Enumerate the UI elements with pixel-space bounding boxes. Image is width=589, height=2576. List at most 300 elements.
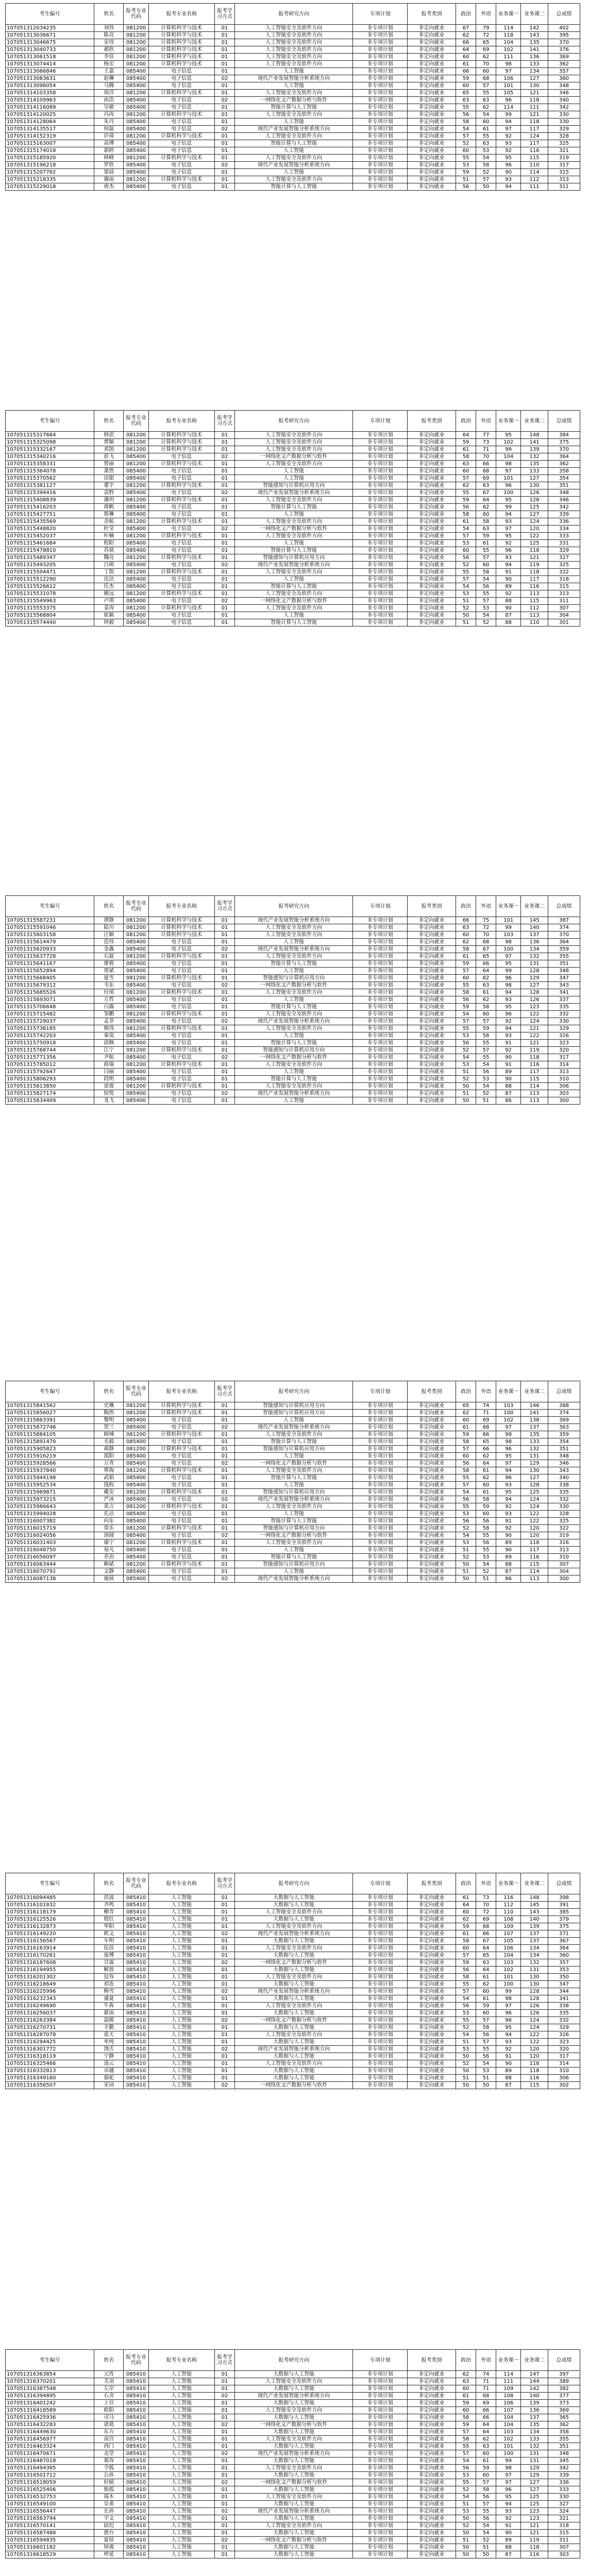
column-header: 报考研究方向 — [235, 4, 353, 25]
table-cell: 66 — [456, 39, 476, 46]
table-cell: 51 — [456, 1547, 476, 1554]
table-cell: 085410 — [124, 2443, 148, 2450]
table-row — [6, 2465, 580, 2472]
table-cell: 59 — [476, 1025, 496, 1032]
table-cell: 100 — [496, 1981, 521, 1988]
table-row — [6, 2494, 580, 2501]
table-cell: 非专项计划 — [353, 2385, 408, 2393]
table-cell: 大数据与人工智能 — [235, 2443, 353, 2450]
table-cell: 107051315325098 — [6, 439, 94, 446]
table-cell: 非定向就业 — [408, 2031, 456, 2039]
table-cell: 333 — [548, 533, 580, 540]
table-cell: 02 — [215, 526, 235, 533]
table-cell: 085400 — [124, 619, 148, 626]
table-cell: 非专项计划 — [353, 162, 408, 169]
table-cell: 非定向就业 — [408, 2479, 456, 2486]
table-cell: 非专项计划 — [353, 1097, 408, 1105]
column-header: 报考类别 — [408, 1873, 456, 1894]
table-cell: 人工智能安全及软件方向 — [235, 39, 353, 46]
table-cell: 70 — [476, 1902, 496, 1909]
table-cell: 60 — [476, 2450, 496, 2458]
table-cell: 58 — [476, 1004, 496, 1011]
table-cell: 非专项计划 — [353, 1916, 408, 1923]
table-row — [6, 612, 580, 619]
table-cell: 50 — [456, 2515, 476, 2522]
table-cell: 89 — [496, 2067, 521, 2075]
table-cell: 145 — [521, 1902, 548, 1909]
table-cell: 康宁 — [94, 1539, 124, 1547]
table-cell: 56 — [476, 583, 496, 590]
table-cell: 电子信息 — [148, 183, 214, 191]
table-cell: 59 — [456, 1923, 476, 1930]
table-cell: 宋词 — [94, 2082, 124, 2089]
table-cell: 计算机科学与技术 — [148, 569, 214, 576]
table-cell: 369 — [548, 54, 580, 61]
table-row — [6, 155, 580, 162]
table-cell: 58 — [476, 2486, 496, 2494]
table-cell: 大数据与人工智能 — [235, 2486, 353, 2494]
table-cell: 人工智能 — [235, 576, 353, 583]
table-row — [6, 1923, 580, 1930]
table-cell: 现代产业发展智能分析系统方向 — [235, 1018, 353, 1025]
table-cell: 348 — [548, 82, 580, 90]
table-cell: 52 — [476, 1568, 496, 1575]
table-cell: 72 — [476, 32, 496, 39]
table-cell: 50 — [456, 2067, 476, 2075]
table-cell: 54 — [456, 2458, 476, 2465]
table-cell: 智能计算与人工智能 — [235, 547, 353, 554]
table-cell: 120 — [521, 2046, 548, 2053]
table-cell: 89 — [496, 2537, 521, 2544]
table-cell: 非定向就业 — [408, 2537, 456, 2544]
table-cell: 55 — [456, 489, 476, 497]
table-cell: 大数据与人工智能 — [235, 1938, 353, 1945]
table-cell: 01 — [215, 32, 235, 39]
table-cell: 非定向就业 — [408, 1930, 456, 1938]
table-cell: 人工智能 — [235, 68, 353, 75]
table-row — [6, 82, 580, 90]
table-cell: 非专项计划 — [353, 2060, 408, 2067]
table-cell: 计算机科学与技术 — [148, 1503, 214, 1511]
table-cell: 56 — [456, 2003, 476, 2010]
table-cell: 107051315944198 — [6, 1475, 94, 1482]
table-cell: 非专项计划 — [353, 2075, 408, 2082]
table-cell: 99 — [496, 504, 521, 511]
table-cell: 01 — [215, 1438, 235, 1446]
table-cell: 63 — [476, 97, 496, 104]
table-cell: 大数据与人工智能 — [235, 1952, 353, 1959]
table-cell: 085400 — [124, 1547, 148, 1554]
table-cell: 114 — [521, 1568, 548, 1575]
table-cell: 人工智能 — [148, 2371, 214, 2378]
table-cell: 欧阳 — [94, 2407, 124, 2414]
table-row — [6, 2046, 580, 2053]
table-cell: 107051316449630 — [6, 2429, 94, 2436]
score-table — [5, 895, 580, 1105]
table-cell: 计算机科学与技术 — [148, 446, 214, 453]
table-cell: 庞博 — [94, 1952, 124, 1959]
table-cell: 智能感知与计算机应用方向 — [235, 975, 353, 982]
table-cell: 54 — [476, 111, 496, 118]
column-header: 总成绩 — [548, 896, 580, 917]
table-cell: 江宁 — [94, 1047, 124, 1054]
table-cell: 01 — [215, 1995, 235, 2003]
table-cell: 非专项计划 — [353, 111, 408, 118]
table-cell: 63 — [456, 97, 476, 104]
table-cell: 113 — [521, 1090, 548, 1097]
table-cell: 62 — [476, 2436, 496, 2443]
table-cell: 402 — [548, 25, 580, 32]
table-cell: 93 — [496, 518, 521, 526]
table-cell: 64 — [476, 1945, 496, 1952]
table-cell: 107051315771356 — [6, 1054, 94, 1061]
table-cell: 现代产业发展智能分析系统方向 — [235, 1496, 353, 1503]
table-cell: 94 — [496, 183, 521, 191]
table-cell: 非定向就业 — [408, 82, 456, 90]
column-header: 专项计划 — [353, 4, 408, 25]
table-cell: 085400 — [124, 1460, 148, 1467]
table-cell: 非定向就业 — [408, 155, 456, 162]
table-cell: 085410 — [124, 1959, 148, 1967]
table-cell: 计算机科学与技术 — [148, 953, 214, 960]
table-cell: 非专项计划 — [353, 104, 408, 111]
table-cell: 电子信息 — [148, 619, 214, 626]
table-cell: 109 — [496, 1923, 521, 1930]
table-cell: 113 — [521, 1097, 548, 1105]
table-cell: 01 — [215, 118, 235, 126]
column-header: 姓名 — [94, 411, 124, 432]
table-cell: 304 — [548, 612, 580, 619]
table-cell: 非专项计划 — [353, 975, 408, 982]
column-header: 专项计划 — [353, 896, 408, 917]
table-row — [6, 1554, 580, 1561]
table-cell: 一网络化文产数据分析与软件 — [235, 526, 353, 533]
table-cell: 马腾 — [94, 82, 124, 90]
table-cell: 人工智能安全及软件方向 — [235, 1025, 353, 1032]
table-cell: 01 — [215, 576, 235, 583]
table-cell: 107051316418589 — [6, 2407, 94, 2414]
table-cell: 人工智能安全及软件方向 — [235, 2522, 353, 2530]
table-cell: 62 — [476, 104, 496, 111]
table-cell: 01 — [215, 917, 235, 924]
column-header: 业务课一 — [496, 411, 521, 432]
table-cell: 现代产业发展智能分析系统方向 — [235, 917, 353, 924]
table-cell: 94 — [496, 562, 521, 569]
table-cell: 72 — [476, 924, 496, 931]
table-cell: 01 — [215, 1902, 235, 1909]
table-cell: 085410 — [124, 2024, 148, 2031]
table-cell: 92 — [496, 2046, 521, 2053]
table-row — [6, 2385, 580, 2393]
table-cell: 343 — [548, 1467, 580, 1475]
table-cell: 非专项计划 — [353, 126, 408, 133]
table-cell: 337 — [548, 996, 580, 1004]
table-cell: 非专项计划 — [353, 68, 408, 75]
table-cell: 128 — [521, 1995, 548, 2003]
table-cell: 人工智能安全及软件方向 — [235, 924, 353, 931]
table-cell: 108 — [496, 1916, 521, 1923]
column-header: 政治 — [456, 896, 476, 917]
table-cell: 人工智能 — [148, 2067, 214, 2075]
table-cell: 121 — [521, 90, 548, 97]
table-row — [6, 1959, 580, 1967]
table-cell: 92 — [496, 1503, 521, 1511]
table-cell: 107051315872746 — [6, 1424, 94, 1431]
table-cell: 92 — [496, 1047, 521, 1054]
table-cell: 107051316125526 — [6, 1916, 94, 1923]
table-cell: 124 — [521, 1503, 548, 1511]
table-cell: 117 — [521, 576, 548, 583]
table-cell: 081200 — [124, 554, 148, 562]
table-cell: 61 — [456, 61, 476, 68]
table-cell: 98 — [496, 461, 521, 468]
table-cell: 01 — [215, 82, 235, 90]
table-cell: 128 — [521, 989, 548, 996]
table-cell: 100 — [496, 946, 521, 953]
table-cell: 非定向就业 — [408, 2371, 456, 2378]
table-cell: 374 — [548, 924, 580, 931]
table-cell: 非专项计划 — [353, 2378, 408, 2385]
table-cell: 68 — [476, 2393, 496, 2400]
table-row — [6, 1417, 580, 1424]
table-cell: 376 — [548, 46, 580, 54]
table-cell: 081200 — [124, 446, 148, 453]
table-cell: 非专项计划 — [353, 1561, 408, 1568]
table-row — [6, 583, 580, 590]
table-cell: 骆驼 — [94, 2075, 124, 2082]
table-cell: 非定向就业 — [408, 446, 456, 453]
table-cell: 081200 — [124, 461, 148, 468]
table-cell: 136 — [521, 939, 548, 946]
table-cell: 313 — [548, 590, 580, 598]
table-cell: 313 — [548, 1547, 580, 1554]
table-cell: 陆川 — [94, 924, 124, 931]
table-cell: 107051315478810 — [6, 547, 94, 554]
table-cell: 54 — [476, 1083, 496, 1090]
table-cell: 322 — [548, 569, 580, 576]
table-cell: 电子信息 — [148, 169, 214, 176]
table-cell: 02 — [215, 1090, 235, 1097]
table-cell: 135 — [521, 1431, 548, 1438]
table-cell: 武娟 — [94, 1475, 124, 1482]
table-cell: 329 — [548, 547, 580, 554]
table-cell: 01 — [215, 1489, 235, 1496]
table-cell: 107051315229018 — [6, 183, 94, 191]
table-cell: 非定向就业 — [408, 989, 456, 996]
table-cell: 非专项计划 — [353, 1959, 408, 1967]
table-row — [6, 46, 580, 54]
table-row — [6, 439, 580, 446]
table-cell: 非定向就业 — [408, 975, 456, 982]
table-cell: 60 — [476, 1011, 496, 1018]
table-cell: 085400 — [124, 82, 148, 90]
table-cell: 大数据与人工智能 — [235, 2544, 353, 2551]
table-cell: 非专项计划 — [353, 1995, 408, 2003]
score-table — [5, 2349, 580, 2558]
table-cell: 085400 — [124, 97, 148, 104]
table-cell: 非专项计划 — [353, 2082, 408, 2089]
table-cell: 非定向就业 — [408, 2053, 456, 2060]
table-cell: 非定向就业 — [408, 2551, 456, 2558]
table-cell: 非定向就业 — [408, 2429, 456, 2436]
table-cell: 124 — [521, 1496, 548, 1503]
table-cell: 智能计算与人工智能 — [235, 1518, 353, 1525]
column-header: 报考类别 — [408, 2350, 456, 2371]
table-cell: 大数据与人工智能 — [235, 1967, 353, 1974]
table-cell: 085410 — [124, 1945, 148, 1952]
table-cell: 55 — [456, 1981, 476, 1988]
table-cell: 085410 — [124, 2494, 148, 2501]
column-header: 姓名 — [94, 896, 124, 917]
table-cell: 61 — [456, 1930, 476, 1938]
table-row — [6, 2053, 580, 2060]
table-cell: 50 — [456, 1561, 476, 1568]
table-row — [6, 118, 580, 126]
table-cell: 非专项计划 — [353, 989, 408, 996]
table-cell: 307 — [548, 2544, 580, 2551]
table-cell: 116 — [521, 2075, 548, 2082]
table-cell: 01 — [215, 931, 235, 939]
table-cell: 315 — [548, 583, 580, 590]
table-cell: 非专项计划 — [353, 605, 408, 612]
table-cell: 非定向就业 — [408, 1438, 456, 1446]
table-cell: 非专项计划 — [353, 1539, 408, 1547]
table-cell: 人工智能 — [235, 968, 353, 975]
table-cell: 计算机科学与技术 — [148, 605, 214, 612]
table-cell: 01 — [215, 2551, 235, 2558]
table-cell: 085410 — [124, 2060, 148, 2067]
table-cell: 085410 — [124, 2400, 148, 2407]
table-cell: 韩思 — [94, 432, 124, 439]
table-cell: 301 — [548, 619, 580, 626]
table-cell: 107051316024056 — [6, 1532, 94, 1539]
table-cell: 125 — [521, 1489, 548, 1496]
table-cell: 344 — [548, 1988, 580, 1995]
table-cell: 孙浩 — [94, 97, 124, 104]
table-cell: 107051316325466 — [6, 2060, 94, 2067]
table-cell: 非专项计划 — [353, 1402, 408, 1410]
column-header: 业务课一 — [496, 2350, 521, 2371]
table-cell: 397 — [548, 2371, 580, 2378]
table-cell: 56 — [456, 2465, 476, 2472]
table-cell: 95 — [496, 432, 521, 439]
table-cell: 53 — [456, 540, 476, 547]
table-cell: 智能计算与人工智能 — [235, 1076, 353, 1083]
table-cell: 081200 — [124, 1489, 148, 1496]
table-cell: 132 — [521, 953, 548, 960]
table-cell: 57 — [456, 133, 476, 140]
table-cell: 非定向就业 — [408, 162, 456, 169]
column-header: 姓名 — [94, 1873, 124, 1894]
table-cell: 56 — [456, 1460, 476, 1467]
table-cell: 085400 — [124, 1090, 148, 1097]
column-header: 业务课二 — [521, 411, 548, 432]
table-cell: 祁连 — [94, 1981, 124, 1988]
table-cell: 方哲 — [94, 996, 124, 1004]
table-cell: 人工智能安全及软件方向 — [235, 461, 353, 468]
table-cell: 非专项计划 — [353, 2508, 408, 2515]
table-cell: 331 — [548, 540, 580, 547]
table-cell: 58 — [456, 453, 476, 461]
table-cell: 55 — [476, 1532, 496, 1539]
table-cell: 91 — [496, 2053, 521, 2060]
table-cell: 非定向就业 — [408, 97, 456, 104]
table-cell: 人工智能安全及软件方向 — [235, 518, 353, 526]
table-cell: 330 — [548, 1503, 580, 1511]
table-row — [6, 1097, 580, 1105]
table-cell: 郭婷 — [94, 147, 124, 155]
table-cell: 非专项计划 — [353, 61, 408, 68]
table-cell: 现代产业发展智能分析系统方向 — [235, 489, 353, 497]
table-cell: 01 — [215, 547, 235, 554]
table-cell: 01 — [215, 2075, 235, 2082]
table-cell: 智能感知与计算机应用方向 — [235, 1446, 353, 1453]
table-cell: 116 — [521, 147, 548, 155]
table-row — [6, 939, 580, 946]
table-cell: 一网络化文产数据分析与软件 — [235, 598, 353, 605]
table-cell: 310 — [548, 1076, 580, 1083]
table-cell: 非专项计划 — [353, 982, 408, 989]
table-cell: 362 — [548, 2421, 580, 2429]
table-cell: 367 — [548, 1938, 580, 1945]
table-cell: 085400 — [124, 540, 148, 547]
table-cell: 车明 — [94, 1938, 124, 1945]
table-row — [6, 39, 580, 46]
table-cell: 59 — [456, 1959, 476, 1967]
table-cell: 华阳 — [94, 1923, 124, 1930]
column-header: 报考研究方向 — [235, 896, 353, 917]
table-cell: 人工智能 — [148, 1916, 214, 1923]
table-cell: 02 — [215, 1988, 235, 1995]
table-cell: 101 — [496, 917, 521, 924]
table-cell: 非定向就业 — [408, 1568, 456, 1575]
table-cell: 69 — [476, 2400, 496, 2407]
column-header: 报考专业代码 — [124, 4, 148, 25]
table-cell: 102 — [496, 46, 521, 54]
table-cell: 125 — [521, 2501, 548, 2508]
table-cell: 52 — [456, 1047, 476, 1054]
table-cell: 106 — [496, 2400, 521, 2407]
table-cell: 人工智能安全及软件方向 — [235, 176, 353, 183]
table-cell: 智能感知与计算机应用方向 — [235, 1525, 353, 1532]
table-cell: 107051316401242 — [6, 2400, 94, 2407]
table-cell: 53 — [476, 2067, 496, 2075]
table-cell: 非定向就业 — [408, 569, 456, 576]
table-cell: 非专项计划 — [353, 1417, 408, 1424]
table-cell: 非定向就业 — [408, 1503, 456, 1511]
table-cell: 50 — [456, 1575, 476, 1583]
table-cell: 非专项计划 — [353, 2443, 408, 2450]
table-cell: 非定向就业 — [408, 518, 456, 526]
table-cell: 107051315952534 — [6, 1482, 94, 1489]
table-cell: 非定向就业 — [408, 118, 456, 126]
table-cell: 01 — [215, 953, 235, 960]
table-cell: 非专项计划 — [353, 968, 408, 975]
table-cell: 大数据与人工智能 — [235, 2039, 353, 2046]
table-cell: 081200 — [124, 1431, 148, 1438]
table-cell: 310 — [548, 2067, 580, 2075]
table-cell: 非定向就业 — [408, 46, 456, 54]
table-cell: 非定向就业 — [408, 1952, 456, 1959]
table-cell: 非专项计划 — [353, 1518, 408, 1525]
column-header: 外语 — [476, 1873, 496, 1894]
table-cell: 智能计算与人工智能 — [235, 1475, 353, 1482]
table-cell: 87 — [496, 1090, 521, 1097]
column-header: 报考研究方向 — [235, 1873, 353, 1894]
table-cell: 01 — [215, 54, 235, 61]
table-cell: 人工智能 — [235, 612, 353, 619]
table-cell: 非专项计划 — [353, 946, 408, 953]
